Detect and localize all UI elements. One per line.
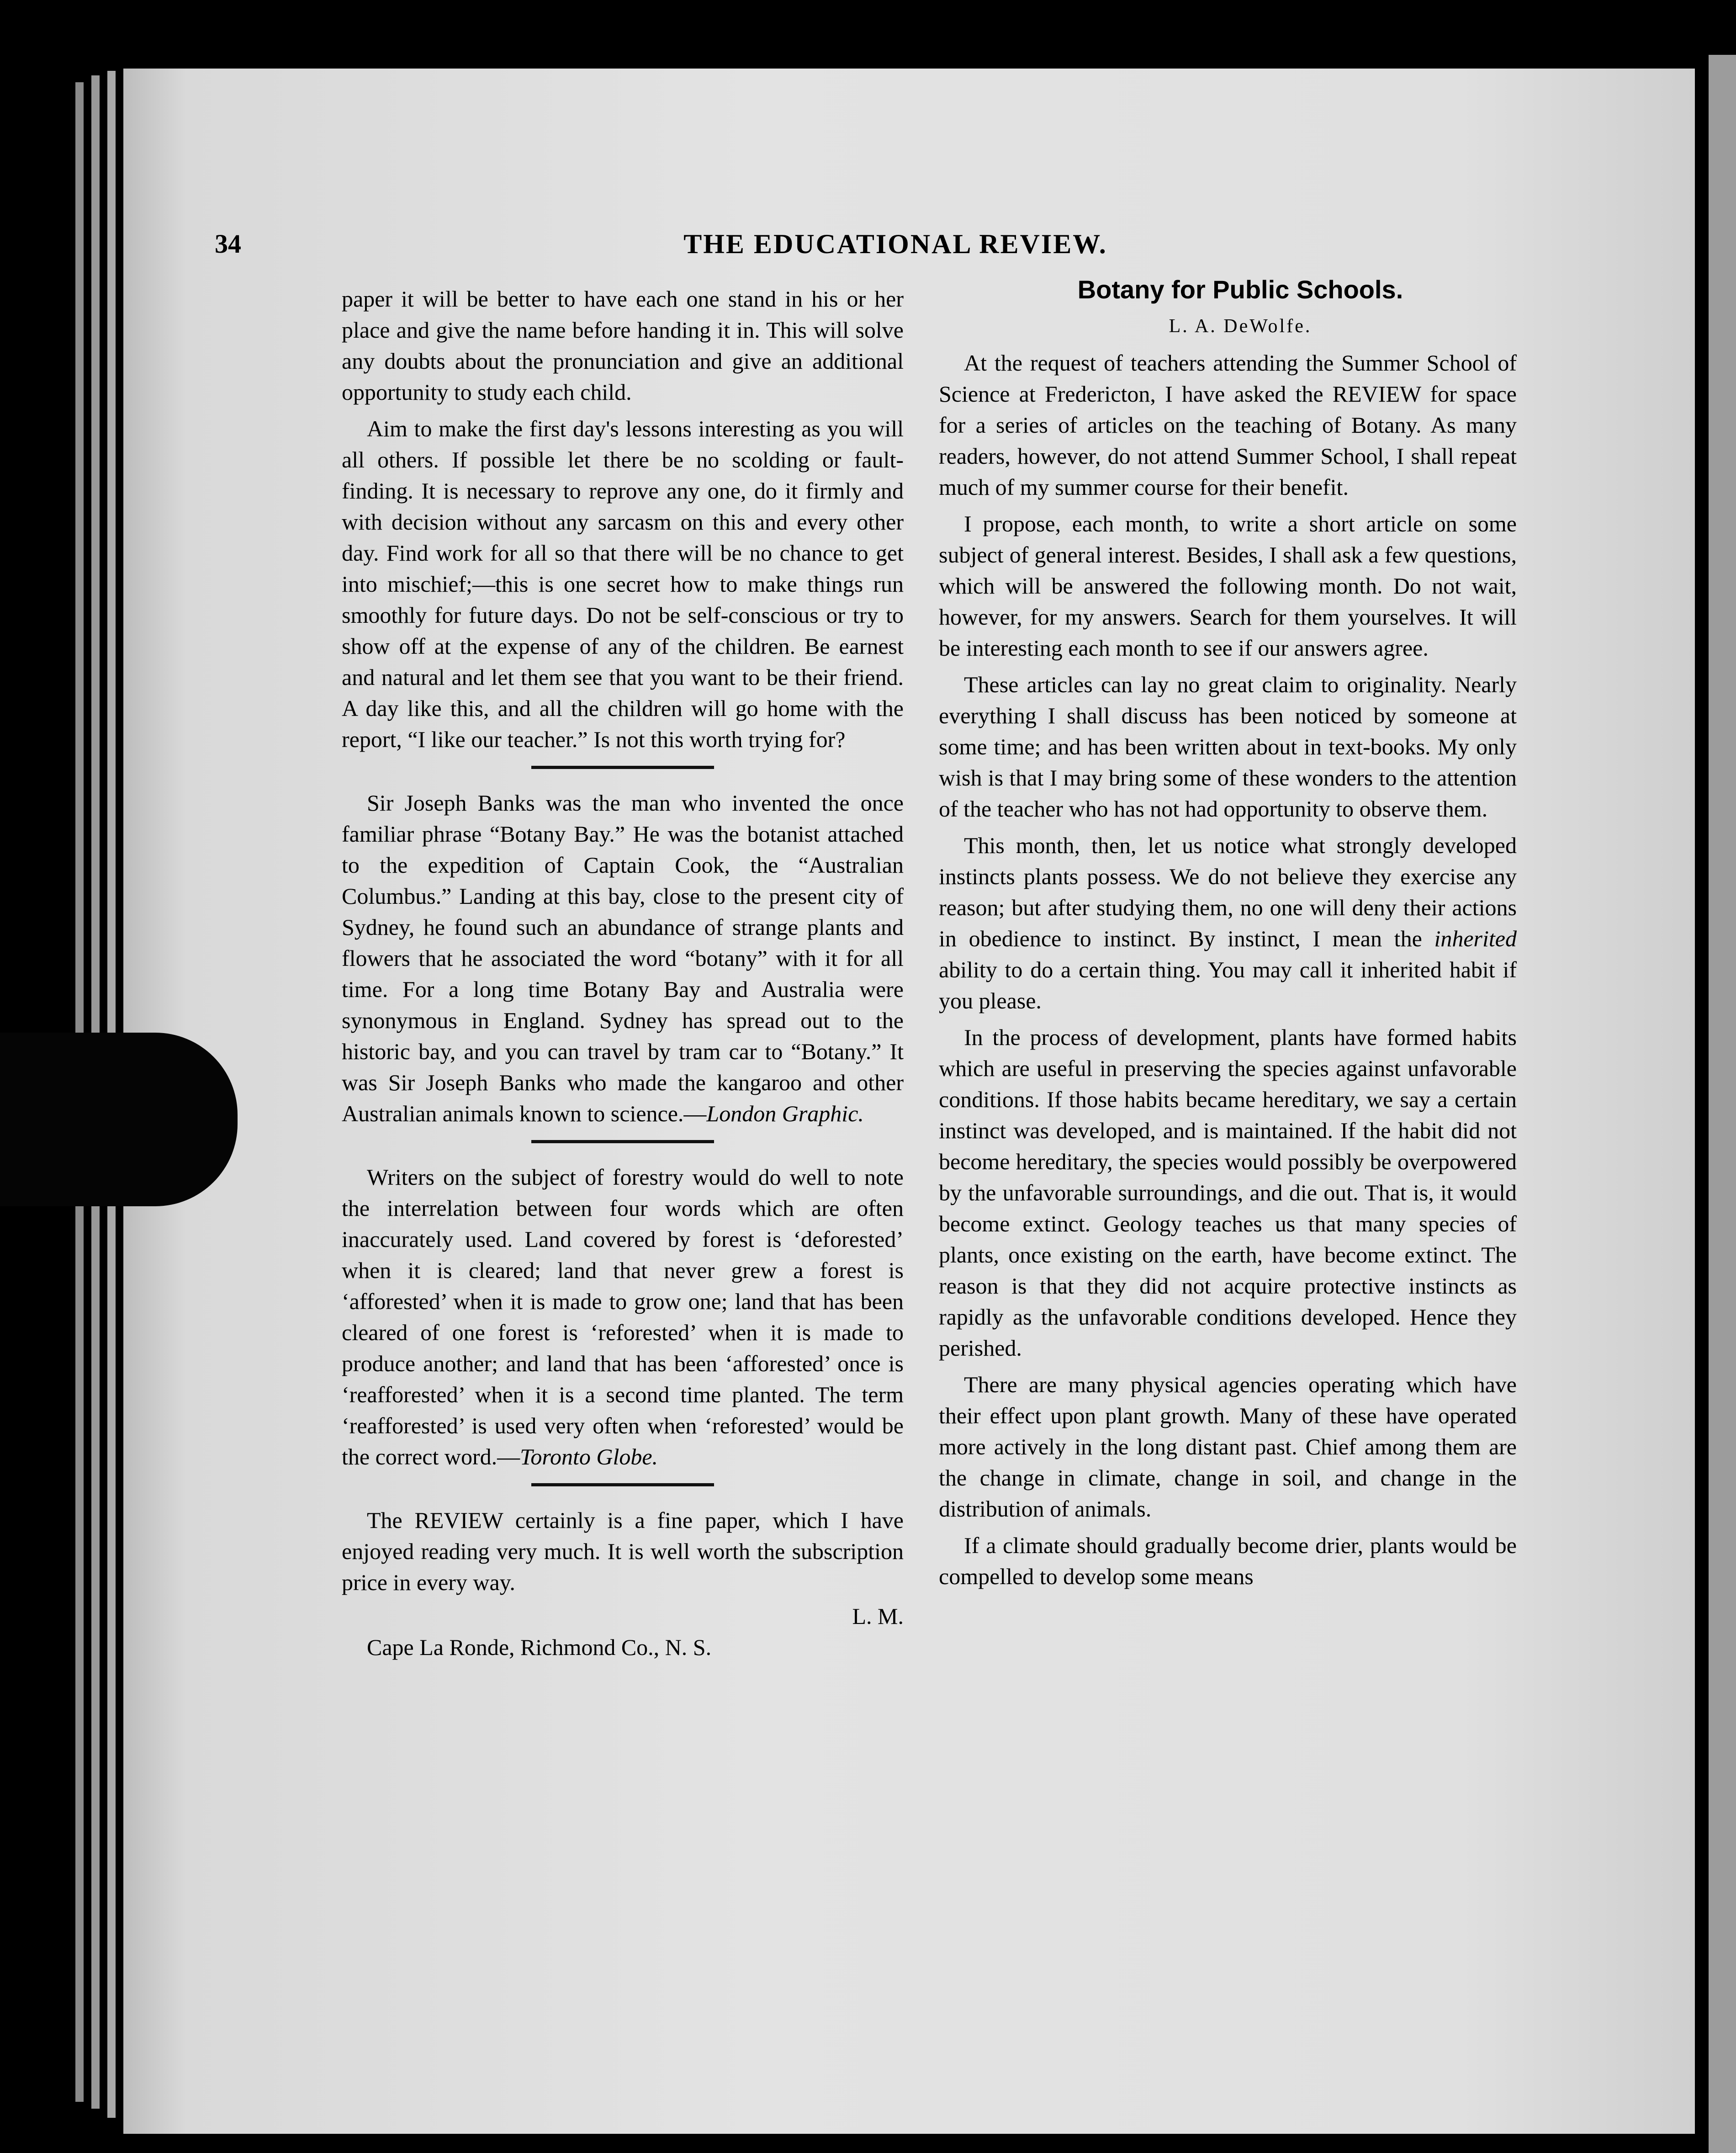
banks-source: London Graphic.	[706, 1101, 864, 1126]
paragraph: In the process of development, plants have formed habits which are useful in preserving the species against unfavorable conditions. If those habits became hereditary, we say a certain instinct was developed, and is maintained. If the habit did not become hereditary, the species would possibly be overpowered by the unfavorable surroundings, and die out. That is, it would become extinct. Geology teaches us that many species of plants, once existing on the earth, have become extinct. The reason is that they did not acquire protective instincts as rapidly as the unfavorable conditions developed. Hence they perished.	[939, 1024, 1517, 1361]
page-header	[215, 228, 1576, 270]
review-letter: The REVIEW certainly is a fine paper, which I have enjoyed reading very much. It is well worth the subscription price in every way.	[342, 1507, 904, 1595]
text-span: ability to do a certain thing. You may call it inherited habit if you please.	[939, 957, 1517, 1013]
text-span: This month, then, let us notice what strongly developed instincts plants possess. We do not believe they exercise any reason; but after studying them, no one will deny their actions in obedience to instinct. By instinct, I mean the	[939, 833, 1517, 951]
paragraph: At the request of teachers attending the Summer School of Science at Fredericton, I have asked the REVIEW for space for a series of articles on the teaching of Botany. As many readers, however, do not attend Summer School, I shall repeat much of my summer course for their benefit.	[939, 350, 1517, 500]
thumb-shadow	[0, 1033, 238, 1206]
article-byline: L. A. DeWolfe.	[1169, 316, 1312, 337]
running-head: THE EDUCATIONAL REVIEW.	[683, 229, 1107, 259]
article-title: Botany for Public Schools.	[1077, 275, 1403, 304]
forestry-source: Toronto Globe.	[520, 1444, 658, 1469]
adjacent-page-edge	[1709, 55, 1736, 2153]
paragraph: These articles can lay no great claim to originality. Nearly everything I shall discuss has been noticed by someone at some time; and has been written about in text-books. My only wish is that I may bring some of these wonders to the attention of the teacher who has not had opportunity to observe them.	[939, 672, 1517, 822]
paragraph: paper it will be better to have each one stand in his or her place and give the name before handing it in. This will solve any doubts about the pronunciation and give an additional opportunity to study each child.	[342, 286, 904, 405]
banks-item	[342, 787, 904, 1129]
paragraph: I propose, each month, to write a short article on some subject of general interest. Besides, I shall ask a few questions, which will be answered the following month. Do not wait, however, for my answers. Search for them yourselves. It will be interesting each month to see if our answers agree.	[939, 511, 1517, 661]
forestry-item	[342, 1161, 904, 1472]
page-number: 34	[215, 229, 241, 259]
review-place: Cape La Ronde, Richmond Co., N. S.	[367, 1634, 712, 1660]
paragraph: Aim to make the first day's lessons interesting as you will all others. If possible let there be no scolding or fault-finding. It is necessary to reprove any one, do it firmly and with decision without any sarcasm on this and every other day. Find work for all so that there will be no chance to get into mischief;—this is one secret how to make things run smoothly for future days. Do not be self-conscious or try to show off at the expense of any of the children. Be earnest and natural and let them see that you want to be their friend. A day like this, and all the children will go home with the report, “I like our teacher.” Is not this worth trying for?	[342, 416, 904, 752]
section-divider	[531, 1483, 714, 1486]
forestry-text: Writers on the subject of forestry would do well to note the interrelation between four words which are often inaccurately used. Land covered by forest is ‘deforested’ when it is cleared; land that never grew a forest is ‘afforested’ when it is made to grow one; land that has been cleared of one forest is ‘reforested’ when it is made to produce another; and land that has been ‘afforested’ once is ‘reafforested’ when it is a second time planted. The term ‘reafforested’ is used very often when ‘reforested’ would be the correct word.—	[342, 1164, 904, 1469]
paragraph: There are many physical agencies operating which have their effect upon plant growth. Many of these have operated more actively in the long distant past. Chief among them are the change in climate, change in soil, and change in the distribution of animals.	[939, 1372, 1517, 1522]
emphasis: inherited	[1434, 926, 1517, 951]
review-initials: L. M.	[852, 1603, 904, 1629]
paragraph	[939, 830, 1517, 1016]
paragraph: If a climate should gradually become drier, plants would be compelled to develop some means	[939, 1533, 1517, 1589]
left-column	[342, 283, 904, 1668]
right-column	[939, 274, 1517, 1597]
banks-text: Sir Joseph Banks was the man who invented the once familiar phrase “Botany Bay.” He was the botanist attached to the expedition of Captain Cook, the “Australian Columbus.” Landing at this bay, close to the present city of Sydney, he found such an abundance of strange plants and flowers that he associated the word “botany” with it for all time. For a long time Botany Bay and Australia were synonymous in England. Sydney has spread out to the historic bay, and you can travel by tram car to “Botany.” It was Sir Joseph Banks who made the kangaroo and other Australian animals known to science.—	[342, 790, 904, 1126]
section-divider	[531, 766, 714, 769]
section-divider	[531, 1140, 714, 1143]
